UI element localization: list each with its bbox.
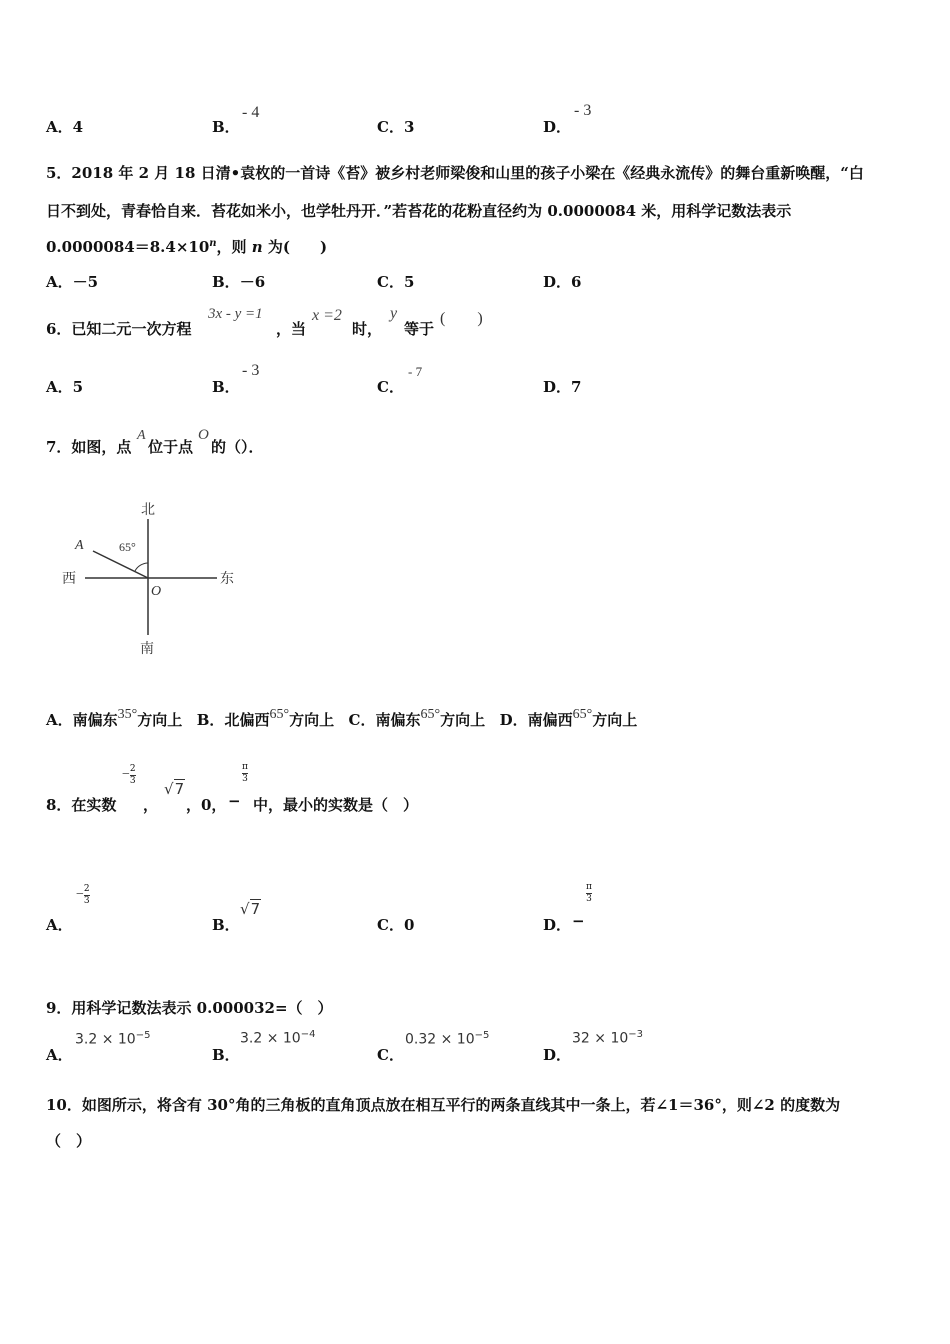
q8-stem-prefix: 8．在实数: [46, 796, 117, 814]
q6-option-c: C．: [377, 378, 404, 396]
q8-option-b: B．: [212, 916, 240, 934]
q6-option-a: A．5: [46, 378, 84, 396]
q7-options-row: A．南偏东35°方向上 B．北偏西65°方向上 C．南偏东65°方向上 D．南偏西65°方向上: [46, 707, 638, 729]
q5-option-b: B．－6: [212, 273, 266, 291]
q9-option-a-value: $3.2 \times 10^{-5}$: [75, 1030, 151, 1048]
q9-option-d-value: $32 \times 10^{-3}$: [572, 1029, 644, 1047]
q5-option-d: D．6: [543, 273, 582, 291]
west-label: 西: [62, 571, 76, 587]
q6-stem-mid1: ，当: [276, 320, 307, 338]
q9-option-b: B．: [212, 1046, 240, 1064]
q9-option-c-value: $0.32 \times 10^{-5}$: [405, 1030, 490, 1048]
angle-arc: [135, 563, 148, 571]
q8-option-d-value: $\frac{\pi}{3}$: [586, 882, 592, 904]
north-label: 北: [141, 502, 155, 518]
q9-option-d: D．: [543, 1046, 572, 1064]
q7-stem-suffix: 的（）．: [211, 438, 264, 456]
q10-stem-line1: 10．如图所示，将含有 30°角的三角板的直角顶点放在相互平行的两条直线其中一条上，若∠1＝36°，则∠2 的度数为: [46, 1096, 841, 1114]
q5-option-a: A．－5: [46, 273, 99, 291]
south-label: 南: [140, 641, 154, 657]
q9-option-b-value: $3.2 \times 10^{-4}$: [240, 1029, 316, 1047]
q7-stem-prefix: 7．如图，点: [46, 438, 132, 456]
q8-pi-sign: −: [228, 792, 241, 810]
q5-stem-line3: $0.0000084=8.4\times 10^n$，则 n 为( ): [46, 238, 328, 256]
figure-label-o: O: [151, 584, 162, 599]
q6-stem-suffix: 等于: [404, 320, 435, 338]
q8-option-d: D．: [543, 916, 572, 934]
q4-option-c: C．3: [377, 118, 415, 136]
q4-option-b: B．: [212, 118, 240, 136]
q9-stem: 9．用科学记数法表示 0.000032=（ ）: [46, 999, 333, 1017]
q10-stem-line2: （ ）: [46, 1132, 92, 1150]
q8-option-d-sign: −: [572, 912, 585, 930]
q8-stem-rest: ，0，: [186, 796, 227, 814]
q8-option-a: A．: [46, 916, 73, 934]
q6-option-b-value: - 3: [242, 362, 260, 379]
q6-condition: x =2: [312, 307, 342, 324]
q8-neg-pi-thirds: $\frac{\pi}{3}$: [242, 762, 248, 784]
q6-stem-prefix: 6．已知二元一次方程: [46, 320, 192, 338]
figure-angle-label: 65°: [119, 540, 136, 554]
q5-stem-line1: 5．2018 年 2 月 18 日清•袁枚的一首诗《苔》被乡村老师梁俊和山里的孩子小梁在《经典永流传》的舞台重新唤醒，“白: [46, 164, 864, 182]
q8-option-b-value: √7: [240, 900, 261, 918]
q8-option-c: C．0: [377, 916, 415, 934]
q6-var-y: y: [390, 305, 398, 322]
q7-stem-mid: 位于点: [148, 438, 194, 456]
q5-option-c: C．5: [377, 273, 415, 291]
q8-comma: ，: [143, 796, 159, 814]
q6-paren: ( ): [440, 310, 483, 327]
q6-option-d: D．7: [543, 378, 582, 396]
q9-option-c: C．: [377, 1046, 404, 1064]
q7-point-a: A: [137, 428, 146, 443]
q6-stem-mid2: 时，: [352, 320, 383, 338]
q8-neg-two-thirds: $-\frac{2}{3}$: [122, 764, 136, 786]
q9-option-a: A．: [46, 1046, 73, 1064]
east-label: 东: [220, 571, 234, 587]
q6-equation: 3x - y =1: [208, 306, 263, 322]
q4-option-d-value: - 3: [574, 102, 592, 119]
ray-oa: [93, 551, 148, 578]
figure-label-a: A: [75, 538, 84, 553]
q7-direction-figure: [55, 495, 245, 665]
q7-point-o: O: [198, 427, 209, 443]
q8-stem-suffix: 中，最小的实数是（ ）: [253, 796, 419, 814]
q4-option-d: D．: [543, 118, 572, 136]
q8-sqrt-seven: √7: [164, 780, 185, 798]
q4-option-b-value: - 4: [242, 104, 260, 121]
q6-option-c-value: - 7: [408, 364, 423, 379]
q5-stem-line2: 日不到处，青春恰自来．苔花如米小，也学牡丹开．”若苔花的花粉直径约为 0.0000084 米，用科学记数法表示: [46, 202, 792, 220]
q8-option-a-value: $-\frac{2}{3}$: [76, 884, 90, 906]
q6-option-b: B．: [212, 378, 240, 396]
q4-option-a: A．4: [46, 118, 84, 136]
